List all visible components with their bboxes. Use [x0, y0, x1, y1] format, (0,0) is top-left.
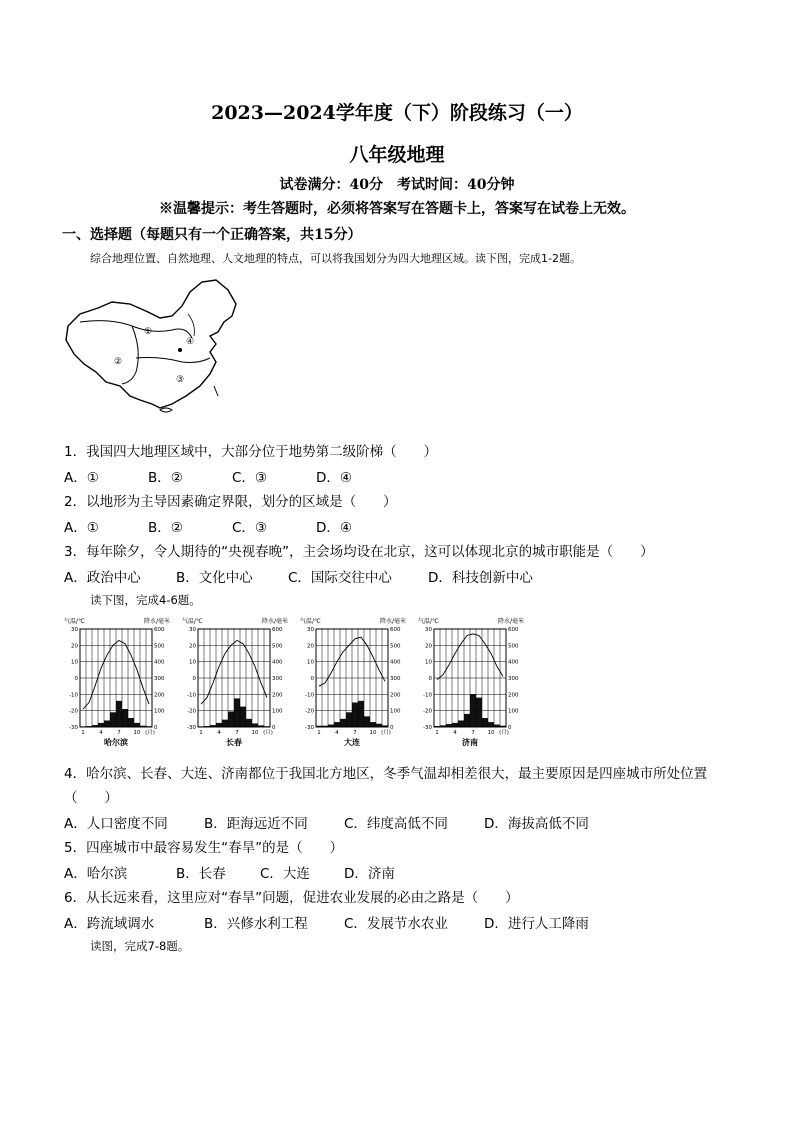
- section-intro: 综合地理位置、自然地理、人文地理的特点，可以将我国划分为四大地理区域。读下图，完成1-2题。: [90, 252, 581, 265]
- x-tick-label: 4: [217, 730, 221, 736]
- left-axis-label: 气温/℃: [182, 618, 203, 625]
- option: D．科技创新中心: [428, 570, 533, 586]
- temp-tick-label: 20: [425, 643, 432, 650]
- option: C．大连: [260, 866, 310, 882]
- precip-tick-label: 100: [272, 708, 283, 715]
- temp-tick-label: 20: [71, 643, 78, 650]
- precip-tick-label: 500: [508, 643, 519, 650]
- question-6-options: [64, 912, 589, 932]
- precip-tick-label: 500: [390, 643, 401, 650]
- map-label-1: ①: [144, 327, 153, 337]
- option: D．进行人工降雨: [484, 916, 589, 932]
- precip-bar: [370, 722, 376, 727]
- precip-bar: [346, 712, 352, 727]
- x-tick-label: 4: [453, 730, 457, 736]
- option: D．④: [316, 520, 352, 536]
- city-name: 长春: [226, 738, 242, 747]
- climate-chart-plot: [418, 617, 524, 747]
- precip-bar: [116, 701, 122, 727]
- x-tick-label: (月): [263, 730, 273, 736]
- precip-tick-label: 400: [390, 659, 401, 666]
- x-tick-label: 1: [317, 730, 321, 736]
- precip-tick-label: 0: [154, 725, 158, 731]
- precip-bar: [216, 723, 222, 727]
- temp-tick-label: 30: [189, 627, 196, 633]
- question-5: 5．四座城市中最容易发生“春旱”的是（ ）: [64, 840, 344, 856]
- temp-tick-label: 0: [74, 676, 78, 682]
- precip-tick-label: 500: [154, 643, 165, 650]
- question-6: 6．从长远来看，这里应对“春旱”问题，促进农业发展的必由之路是（ ）: [64, 890, 519, 906]
- option: D．济南: [344, 866, 395, 882]
- temp-tick-label: -30: [69, 725, 78, 731]
- temp-tick-label: 10: [425, 659, 432, 666]
- precip-bar: [252, 723, 258, 727]
- climate-intro: 读下图，完成4-6题。: [90, 593, 201, 607]
- temp-tick-label: -20: [69, 708, 78, 715]
- map-label-2: ②: [114, 357, 123, 367]
- temp-tick-label: 10: [189, 659, 196, 666]
- option: C．国际交往中心: [288, 570, 392, 586]
- x-tick-label: 4: [99, 730, 103, 736]
- precip-bar: [334, 722, 340, 727]
- option: B．②: [148, 470, 183, 486]
- x-tick-label: 1: [199, 730, 203, 736]
- option: B．②: [148, 520, 183, 536]
- precip-tick-label: 200: [390, 692, 401, 699]
- exam-info: 试卷满分：40分 考试时间：40分钟: [279, 177, 515, 193]
- option: B．兴修水利工程: [204, 916, 308, 932]
- precip-tick-label: 400: [508, 659, 519, 666]
- precip-bar: [128, 718, 134, 727]
- climate-chart-changchun: [180, 615, 290, 750]
- option: A．跨流域调水: [64, 916, 155, 932]
- city-name: 哈尔滨: [104, 738, 128, 747]
- precip-tick-label: 0: [508, 725, 512, 731]
- precip-tick-label: 200: [508, 692, 519, 699]
- precip-bar: [358, 701, 364, 727]
- x-tick-label: (月): [499, 730, 509, 736]
- precip-bar: [222, 720, 228, 727]
- precip-tick-label: 0: [390, 725, 394, 731]
- exam-subtitle: 八年级地理: [349, 144, 445, 166]
- question-4-options: [64, 812, 589, 832]
- precip-tick-label: 400: [272, 659, 283, 666]
- climate-chart-harbin: [62, 615, 172, 750]
- x-tick-label: 4: [335, 730, 339, 736]
- temp-tick-label: 30: [307, 627, 314, 633]
- option: C．③: [232, 520, 268, 536]
- x-tick-label: 7: [471, 730, 475, 736]
- precip-bar: [458, 720, 464, 727]
- right-axis-label: 降水/毫米: [379, 618, 406, 625]
- climate-chart-jinan: [416, 615, 526, 750]
- question-4-blank: （ ）: [64, 790, 118, 806]
- x-tick-label: 7: [117, 730, 121, 736]
- precip-tick-label: 600: [154, 627, 165, 633]
- precip-tick-label: 500: [272, 643, 283, 650]
- climate-chart-dalian: [298, 615, 408, 750]
- option: C．发展节水农业: [344, 916, 448, 932]
- precip-tick-label: 300: [390, 676, 401, 682]
- question-3-options: [64, 566, 533, 586]
- precip-bar: [482, 718, 488, 727]
- question-1-options: [64, 466, 352, 486]
- right-axis-label: 降水/毫米: [143, 618, 170, 625]
- climate-chart-plot: [64, 617, 170, 747]
- precip-tick-label: 200: [272, 692, 283, 699]
- right-axis-label: 降水/毫米: [261, 618, 288, 625]
- precip-bar: [464, 714, 470, 727]
- city-name: 大连: [344, 738, 360, 747]
- precip-bar: [340, 719, 346, 727]
- temp-tick-label: -10: [187, 692, 196, 699]
- precip-bar: [104, 720, 110, 727]
- temp-tick-label: -10: [69, 692, 78, 699]
- temp-tick-label: -10: [423, 692, 432, 699]
- temp-tick-label: -30: [187, 725, 196, 731]
- footer-intro: 读图，完成7-8题。: [90, 939, 190, 953]
- x-tick-label: 10: [369, 730, 377, 736]
- x-tick-label: 1: [435, 730, 439, 736]
- precip-bar: [228, 711, 234, 727]
- temp-tick-label: 0: [310, 676, 314, 682]
- temp-tick-label: -20: [423, 708, 432, 715]
- question-2: 2．以地形为主导因素确定界限，划分的区域是（ ）: [64, 494, 397, 510]
- temp-tick-label: -30: [423, 725, 432, 731]
- option: B．距海远近不同: [204, 816, 308, 832]
- temp-tick-label: 30: [425, 627, 432, 633]
- temp-tick-label: 20: [307, 643, 314, 650]
- map-label-3: ③: [176, 375, 185, 385]
- right-axis-label: 降水/毫米: [497, 618, 524, 625]
- option: C．纬度高低不同: [344, 816, 448, 832]
- precip-tick-label: 300: [508, 676, 519, 682]
- option: B．文化中心: [176, 570, 253, 586]
- precip-bar: [134, 723, 140, 727]
- x-tick-label: 7: [353, 730, 357, 736]
- question-2-options: [64, 516, 352, 536]
- precip-bar: [364, 716, 370, 727]
- left-axis-label: 气温/℃: [418, 618, 439, 625]
- precip-tick-label: 600: [390, 627, 401, 633]
- precip-tick-label: 300: [154, 676, 165, 682]
- precip-tick-label: 600: [272, 627, 283, 633]
- precip-bar: [234, 698, 240, 727]
- option: A．①: [64, 520, 99, 536]
- temp-tick-label: -30: [305, 725, 314, 731]
- temp-tick-label: 10: [307, 659, 314, 666]
- x-tick-label: 1: [81, 730, 85, 736]
- x-tick-label: 10: [251, 730, 259, 736]
- precip-tick-label: 0: [272, 725, 276, 731]
- precip-bar: [452, 723, 458, 727]
- x-tick-label: 10: [133, 730, 141, 736]
- option: A．①: [64, 470, 99, 486]
- precip-tick-label: 100: [390, 708, 401, 715]
- temp-tick-label: 10: [71, 659, 78, 666]
- precip-tick-label: 400: [154, 659, 165, 666]
- option: D．④: [316, 470, 352, 486]
- temp-tick-label: 0: [428, 676, 432, 682]
- option: B．长春: [176, 866, 226, 882]
- precip-tick-label: 100: [508, 708, 519, 715]
- map-label-4: ④: [186, 337, 195, 347]
- section-heading: 一、选择题（每题只有一个正确答案，共15分）: [62, 227, 362, 243]
- question-1: 1．我国四大地理区域中，大部分位于地势第二级阶梯（ ）: [64, 444, 438, 460]
- temp-tick-label: 20: [189, 643, 196, 650]
- precip-tick-label: 200: [154, 692, 165, 699]
- temp-tick-label: -20: [305, 708, 314, 715]
- x-tick-label: 10: [487, 730, 495, 736]
- x-tick-label: (月): [145, 730, 155, 736]
- exam-title: 2023—2024学年度（下）阶段练习（一）: [211, 102, 583, 124]
- option: D．海拔高低不同: [484, 816, 589, 832]
- question-5-options: [64, 862, 395, 882]
- left-axis-label: 气温/℃: [300, 618, 321, 625]
- precip-bar: [488, 722, 494, 727]
- precip-bar: [476, 698, 482, 727]
- option: C．③: [232, 470, 268, 486]
- precip-bar: [246, 719, 252, 727]
- option: A．人口密度不同: [64, 816, 168, 832]
- precip-bar: [240, 707, 246, 727]
- climate-chart-plot: [182, 617, 288, 747]
- precip-bar: [98, 723, 104, 727]
- temp-tick-label: 30: [71, 627, 78, 633]
- temp-tick-label: -20: [187, 708, 196, 715]
- precip-tick-label: 300: [272, 676, 283, 682]
- precip-bar: [352, 703, 358, 728]
- question-3: 3．每年除夕，令人期待的“央视春晚”，主会场均设在北京，这可以体现北京的城市职能是（ ）: [64, 544, 654, 560]
- temp-tick-label: 0: [192, 676, 196, 682]
- temp-tick-label: -10: [305, 692, 314, 699]
- china-region-map: [60, 278, 240, 418]
- precip-tick-label: 600: [508, 627, 519, 633]
- precip-bar: [122, 709, 128, 727]
- question-4: 4．哈尔滨、长春、大连、济南都位于我国北方地区，冬季气温却相差很大，最主要原因是四座城市所处位置: [64, 766, 708, 782]
- climate-chart-plot: [300, 617, 406, 747]
- option: A．哈尔滨: [64, 866, 128, 882]
- precip-tick-label: 100: [154, 708, 165, 715]
- x-tick-label: 7: [235, 730, 239, 736]
- exam-notice: ※温馨提示：考生答题时，必须将答案写在答题卡上，答案写在试卷上无效。: [159, 201, 635, 217]
- city-name: 济南: [462, 738, 478, 747]
- x-tick-label: (月): [381, 730, 391, 736]
- precip-bar: [110, 712, 116, 727]
- left-axis-label: 气温/℃: [64, 618, 85, 625]
- option: A．政治中心: [64, 570, 141, 586]
